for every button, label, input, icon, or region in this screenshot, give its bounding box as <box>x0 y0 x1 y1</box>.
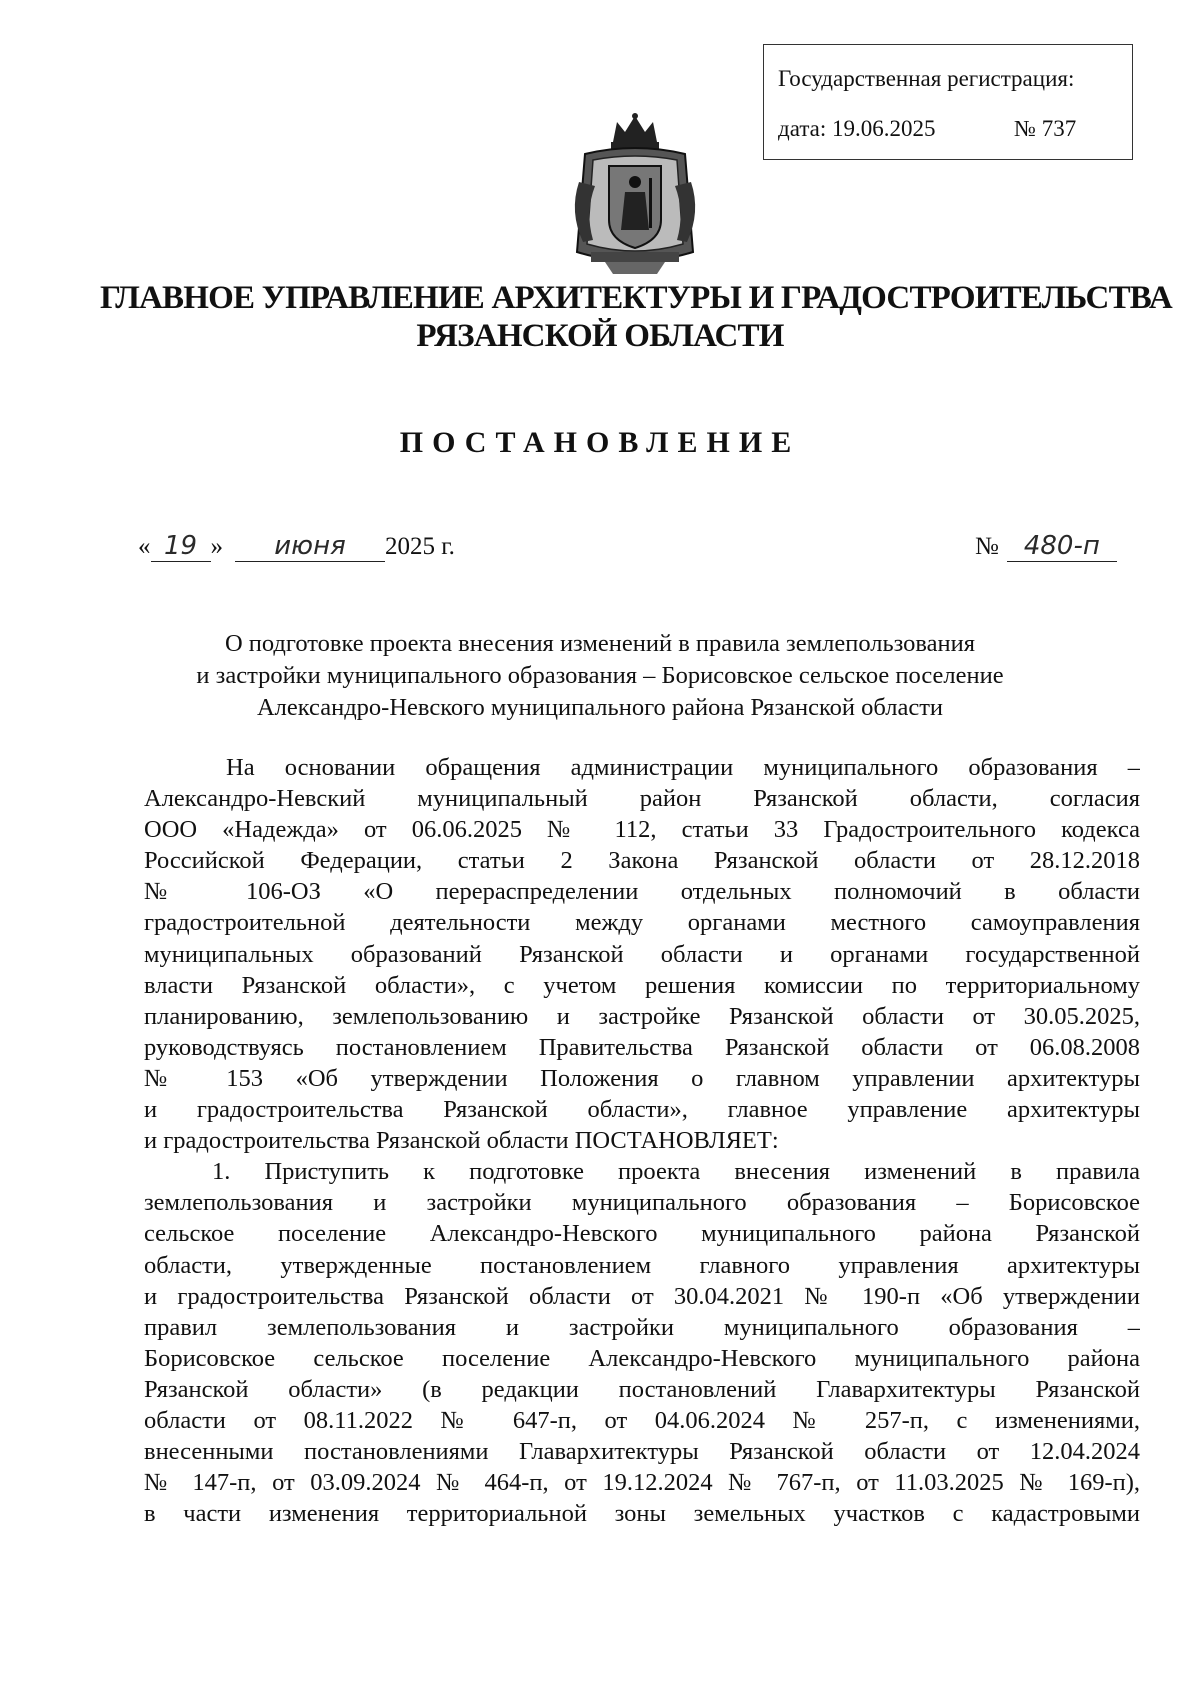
registration-number: № 737 <box>1014 116 1077 141</box>
body-line: Российской Федерации, статьи 2 Закона Рязанской области от 28.12.2018 <box>144 847 1140 875</box>
registration-date: дата: 19.06.2025 <box>778 116 936 141</box>
body-line: Александро-Невский муниципальный район Рязанской области, согласия <box>144 785 1140 813</box>
title-line: О подготовке проекта внесения изменений в правила землепользования <box>224 630 976 657</box>
registration-title: Государственная регистрация: <box>778 66 1075 91</box>
body-line: землепользования и застройки муниципального образования – Борисовское <box>144 1189 1140 1217</box>
body-line: Борисовское сельское поселение Александро-Невского муниципального района <box>144 1344 1140 1372</box>
body-line: области, утвержденные постановлением главного управления архитектуры <box>144 1251 1140 1279</box>
organization-name-line2: РЯЗАНСКОЙ ОБЛАСТИ <box>416 318 784 354</box>
date-day-handwritten: 19 <box>151 532 211 562</box>
body-line: ООО «Надежда» от 06.06.2025 № 112, статьи 33 Градостроительного кодекса <box>144 816 1140 844</box>
body-line: 1. Приступить к подготовке проекта внесения изменений в правила <box>212 1158 1140 1186</box>
document-date <box>138 532 455 562</box>
body-line: № 106-ОЗ «О перераспределении отдельных полномочий в области <box>144 878 1140 906</box>
registration-box <box>763 44 1133 160</box>
title-line: и застройки муниципального образования – Борисовское сельское поселение <box>196 662 1004 689</box>
body-line: внесенными постановлениями Главархитектуры Рязанской области от 12.04.2024 <box>144 1438 1140 1466</box>
document-type: ПОСТАНОВЛЕНИЕ <box>399 426 801 459</box>
body-line: градостроительной деятельности между органами местного самоуправления <box>144 909 1140 937</box>
number-value-handwritten: 480-п <box>1007 532 1117 562</box>
body-line: сельское поселение Александро-Невского муниципального района Рязанской <box>144 1220 1140 1248</box>
body-line: планированию, землепользованию и застройке Рязанской области от 30.05.2025, <box>144 1002 1140 1030</box>
body-line: в части изменения территориальной зоны земельных участков с кадастровыми <box>144 1500 1140 1528</box>
body-line: № 153 «Об утверждении Положения о главном управлении архитектуры <box>144 1064 1140 1092</box>
body-line: и градостроительства Рязанской области от 30.04.2021 № 190-п «Об утверждении <box>144 1282 1140 1310</box>
body-line: На основании обращения администрации муниципального образования – <box>226 754 1140 781</box>
date-year: 2025 г. <box>385 533 455 560</box>
ryazan-coat-of-arms-icon <box>565 112 705 277</box>
body-line: Рязанской области» (в редакции постановлений Главархитектуры Рязанской <box>144 1375 1140 1403</box>
body-line: и градостроительства Рязанской области», главное управление архитектуры <box>144 1096 1140 1124</box>
body-line: власти Рязанской области», с учетом решения комиссии по территориальному <box>144 971 1140 999</box>
number-sign: № <box>975 533 999 560</box>
date-open-quote: « <box>138 533 151 560</box>
body-line: муниципальных образований Рязанской области и органами государственной <box>144 940 1140 968</box>
date-month-handwritten: июня <box>235 532 385 562</box>
document-body <box>144 752 1140 1529</box>
body-line: области от 08.11.2022 № 647-п, от 04.06.2024 № 257-п, с изменениями, <box>144 1406 1140 1434</box>
title-line: Александро-Невского муниципального района Рязанской области <box>256 694 944 721</box>
body-line: руководствуясь постановлением Правительства Рязанской области от 06.08.2008 <box>144 1033 1140 1061</box>
body-line: № 147-п, от 03.09.2024 № 464-п, от 19.12.2024 № 767-п, от 11.03.2025 № 169-п), <box>144 1469 1140 1497</box>
document-number <box>975 532 1117 562</box>
body-line: правил землепользования и застройки муниципального образования – <box>144 1313 1140 1341</box>
document-title <box>100 628 1100 724</box>
date-close-quote: » <box>210 533 223 560</box>
body-line: и градостроительства Рязанской области ПОСТАНОВЛЯЕТ: <box>144 1127 779 1155</box>
organization-name-line1: ГЛАВНОЕ УПРАВЛЕНИЕ АРХИТЕКТУРЫ И ГРАДОСТРОИТЕЛЬСТВА <box>100 280 1172 316</box>
